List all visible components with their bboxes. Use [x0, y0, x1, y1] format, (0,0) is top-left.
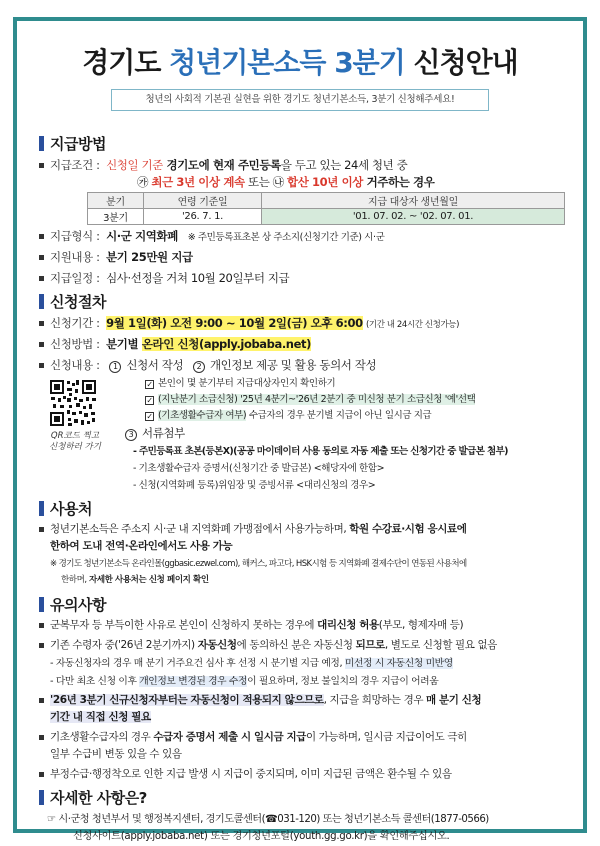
section-apply: 신청절차 — [39, 291, 106, 312]
apply-method: 신청방법 : 분기별 온라인 신청(apply.jobaba.net) — [39, 336, 311, 352]
payment-content: 지원내용 : 분기 25만원 지급 — [39, 249, 193, 265]
apply-period: 신청기간 : 9월 1일(화) 오전 9:00 ~ 10월 2일(금) 오후 6:00 (기간 내 24시간 신청가능) — [39, 315, 459, 331]
doc-item: - 신청(지역화폐 등록)위임장 및 증빙서류 <대리신청의 경우> — [133, 480, 376, 491]
qr-code-icon[interactable] — [49, 379, 97, 427]
section-bar-icon — [39, 294, 44, 309]
table-cell: '26. 7. 1. — [144, 209, 262, 225]
square-bullet-icon — [39, 772, 44, 777]
payment-form: 지급형식 : 시·군 지역화폐 ※ 주민등록표초본 상 주소지(신청기간 기준) 시·군 — [39, 228, 384, 244]
section-usage: 사용처 — [39, 498, 92, 519]
note-item: 기초생활수급자의 경우 수급자 증명서 제출 시 일시금 지급이 가능하며, 일시금 지급이어도 극히 — [39, 729, 467, 744]
section-bar-icon — [39, 501, 44, 516]
attach-docs: 3 서류첨부 — [125, 425, 185, 441]
subtitle: 청년의 사회적 기본권 실현을 위한 경기도 청년기본소득, 3분기 신청해주세요! — [111, 89, 489, 111]
checkbox-checked-icon: ✓ — [146, 396, 153, 405]
square-bullet-icon — [39, 255, 44, 260]
square-bullet-icon — [39, 163, 44, 168]
note-item: 부정수급·행정착오로 인한 지급 발생 시 지급이 중지되며, 이미 지급된 금액은 환수될 수 있음 — [39, 766, 452, 781]
note-item: 군복무자 등 부득이한 사유로 본인이 신청하지 못하는 경우에 대리신청 허용(부모, 형제자매 등) — [39, 617, 463, 632]
usage-note2: 한하며, 자세한 사용처는 신청 페이지 확인 — [61, 575, 209, 585]
square-bullet-icon — [39, 321, 44, 326]
usage-line2: 한하여 도내 전역·온라인에서도 사용 가능 — [50, 540, 233, 552]
title-highlight: 청년기본소득 3분기 — [169, 46, 405, 79]
square-bullet-icon — [39, 643, 44, 648]
note-sub-item: - 다만 최초 신청 이후 개인정보 변경된 경우 수정이 필요하며, 정보 불일치의 경우 지급이 어려움 — [50, 676, 439, 687]
number-2-icon: 2 — [193, 361, 205, 373]
check-item: ✓ 본인이 몇 분기부터 지급대상자인지 확인하기 — [146, 378, 336, 389]
note-item: 기존 수령자 중('26년 2분기까지) 자동신청에 동의하신 분은 자동신청 되므로, 별도로 신청할 필요 없음 — [39, 637, 497, 652]
number-3-icon: 3 — [125, 429, 137, 441]
qr-caption: QR코드 찍고 신청하러 가기 — [49, 431, 101, 452]
note-item-cont: 기간 내 직접 신청 필요 — [50, 711, 151, 723]
square-bullet-icon — [39, 623, 44, 628]
note-item-cont: 일부 수급비 변동 있을 수 있음 — [50, 748, 182, 760]
table-cell: 3분기 — [88, 209, 144, 225]
square-bullet-icon — [39, 342, 44, 347]
table-cell: '01. 07. 02. ~ '02. 07. 01. — [262, 209, 565, 225]
section-detail: 자세한 사항은? — [39, 787, 147, 808]
usage-note1: ※ 경기도 청년기본소득 온라인몰(ggbasic.ezwel.com), 해커스, 파고다, HSK시험 등 지역화폐 결제수단이 연동된 사용처에 — [50, 559, 467, 569]
number-1-icon: 1 — [109, 361, 121, 373]
square-bullet-icon — [39, 276, 44, 281]
payment-condition-line2: ㉮ 최근 3년 이상 계속 또는 ㉯ 합산 10년 이상 거주하는 경우 — [137, 175, 435, 189]
table-header: 연령 기준일 — [144, 193, 262, 209]
section-notes: 유의사항 — [39, 594, 106, 615]
square-bullet-icon — [39, 527, 44, 532]
square-bullet-icon — [39, 698, 44, 703]
apply-content: 신청내용 : 1 신청서 작성 2 개인정보 제공 및 활용 동의서 작성 — [39, 357, 376, 373]
check-item: ✓ (기초생활수급자 여부) 수급자의 경우 분기별 지급이 아닌 일시금 지급 — [146, 410, 432, 421]
section-bar-icon — [39, 790, 44, 805]
detail-line1: ☞ 시·군청 청년부서 및 행정복지센터, 경기도콜센터(☎031-120) 또는 청년기본소득 콜센터(1877-0566) — [47, 814, 489, 825]
notice-page — [13, 17, 587, 842]
doc-item: - 기초생활수급자 증명서(신청기간 중 발급본) <해당자에 한함> — [133, 463, 385, 474]
check-item: ✓ (지난분기 소급신청) '25년 4분기~'26년 2분기 중 미신청 분기 소급신청 '예'선택 — [146, 394, 476, 405]
page-title — [17, 41, 583, 81]
detail-line2: 신청사이트(apply.jobaba.net) 또는 경기청년포털(youth.gg.go.kr)을 확인해주십시오. — [73, 831, 450, 842]
table-header: 분기 — [88, 193, 144, 209]
title-post: 신청안내 — [404, 46, 518, 79]
payment-condition-line1: 지급조건 : 신청일 기준 경기도에 현재 주민등록을 두고 있는 24세 청년 중 — [39, 157, 407, 173]
section-bar-icon — [39, 136, 44, 151]
square-bullet-icon — [39, 234, 44, 239]
apply-site-link[interactable]: 온라인 신청(apply.jobaba.net) — [141, 337, 311, 351]
payment-schedule: 지급일정 : 심사·선정을 거쳐 10월 20일부터 지급 — [39, 270, 289, 286]
square-bullet-icon — [39, 363, 44, 368]
note-sub-item: - 자동신청자의 경우 매 분기 거주요건 심사 후 선정 시 분기별 지급 예정, 미선정 시 자동신청 미반영 — [50, 658, 453, 669]
usage-line1: 청년기본소득은 주소지 시·군 내 지역화폐 가맹점에서 사용가능하며, 학원 수강료·시험 응시료에 — [39, 521, 467, 536]
section-bar-icon — [39, 597, 44, 612]
square-bullet-icon — [39, 735, 44, 740]
eligibility-table — [87, 192, 565, 225]
checkbox-checked-icon: ✓ — [146, 412, 153, 421]
checkbox-checked-icon: ✓ — [146, 380, 153, 389]
table-header: 지급 대상자 생년월일 — [262, 193, 565, 209]
note-item: '26년 3분기 신규신청자부터는 자동신청이 적용되지 않으므로, 지급을 희망하는 경우 매 분기 신청 — [39, 692, 481, 707]
title-pre: 경기도 — [82, 46, 170, 79]
section-payment: 지급방법 — [39, 133, 106, 154]
doc-item: - 주민등록표 초본(등본X)(공공 마이데이터 사용 동의로 자동 제출 또는 신청기간 중 발급본 첨부) — [133, 446, 508, 457]
